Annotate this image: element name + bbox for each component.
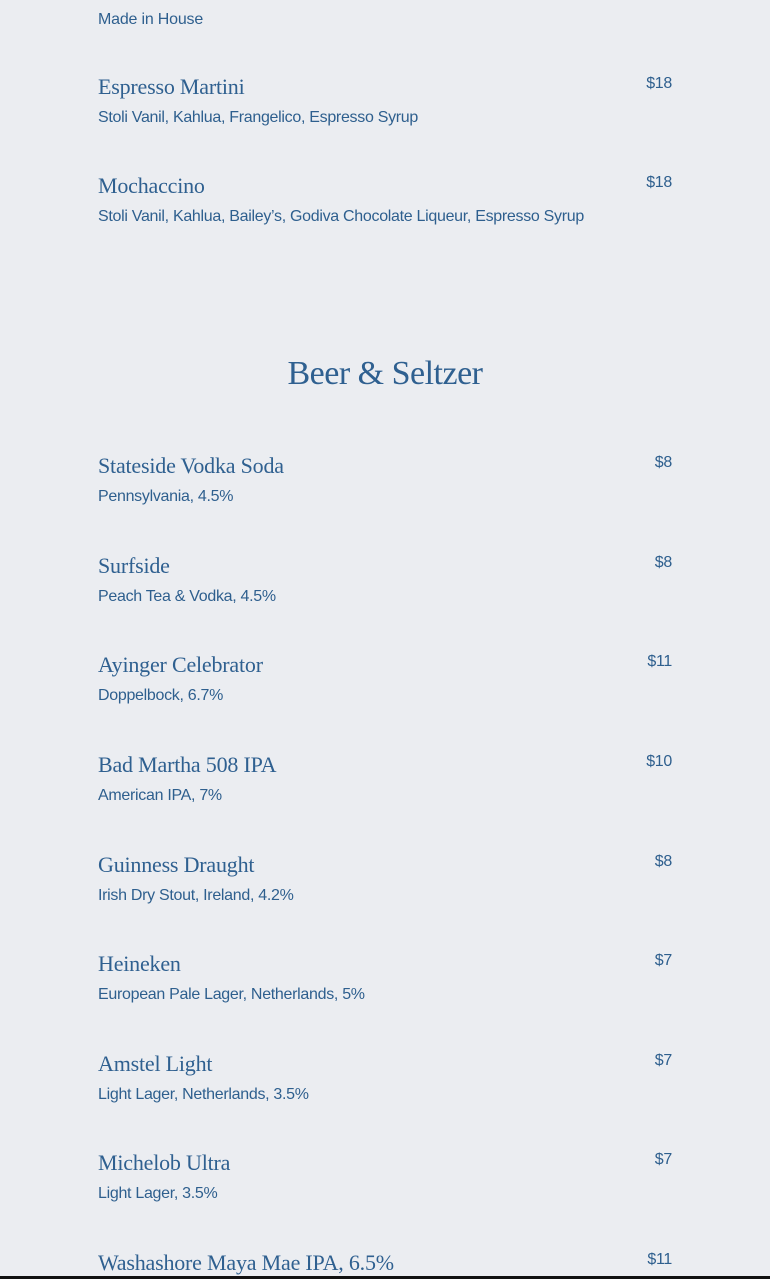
item-description: Stoli Vanil, Kahlua, Frangelico, Espresso Syrup — [98, 109, 418, 126]
item-description: Peach Tea & Vodka, 4.5% — [98, 588, 276, 605]
menu-item-mochaccino — [98, 173, 672, 233]
menu-item-michelob-ultra — [98, 1150, 672, 1210]
item-price: $7 — [654, 952, 672, 969]
item-price: $7 — [654, 1151, 672, 1168]
item-name: Guinness Draught — [98, 852, 255, 877]
menu-item-heineken — [98, 951, 672, 1011]
item-name: Amstel Light — [98, 1051, 213, 1076]
menu-item-espresso-martini — [98, 74, 672, 134]
item-price: $18 — [646, 174, 672, 191]
section-title-beer-seltzer: Beer & Seltzer — [287, 355, 483, 392]
item-name: Washashore Maya Mae IPA, 6.5% — [98, 1250, 394, 1275]
item-name: Stateside Vodka Soda — [98, 453, 284, 478]
item-name: Mochaccino — [98, 173, 205, 198]
item-name: Surfside — [98, 553, 170, 578]
menu-item-amstel-light — [98, 1051, 672, 1111]
item-description: Light Lager, Netherlands, 3.5% — [98, 1086, 309, 1103]
item-price: $8 — [654, 853, 672, 870]
menu-item-washashore-maya-mae-ipa — [98, 1250, 672, 1276]
item-price: $18 — [646, 75, 672, 92]
item-description: American IPA, 7% — [98, 787, 222, 804]
item-description: Doppelbock, 6.7% — [98, 687, 224, 704]
item-description: Irish Dry Stout, Ireland, 4.2% — [98, 887, 294, 904]
menu-item-surfside — [98, 553, 672, 613]
item-description: Light Lager, 3.5% — [98, 1185, 218, 1202]
item-description: Stoli Vanil, Kahlua, Bailey’s, Godiva Chocolate Liqueur, Espresso Syrup — [98, 208, 584, 225]
item-price: $11 — [647, 653, 672, 670]
item-description: European Pale Lager, Netherlands, 5% — [98, 986, 365, 1003]
item-name: Michelob Ultra — [98, 1150, 231, 1175]
made-in-house-note: Made in House — [98, 11, 204, 28]
menu-item-ayinger-celebrator — [98, 652, 672, 712]
item-price: $11 — [647, 1251, 672, 1268]
item-price: $10 — [646, 753, 672, 770]
item-name: Bad Martha 508 IPA — [98, 752, 277, 777]
item-name: Espresso Martini — [98, 74, 245, 99]
menu-item-stateside-vodka-soda — [98, 453, 672, 513]
item-price: $8 — [654, 454, 672, 471]
item-description: Pennsylvania, 4.5% — [98, 488, 234, 505]
item-name: Ayinger Celebrator — [98, 652, 263, 677]
item-price: $8 — [654, 554, 672, 571]
item-price: $7 — [654, 1052, 672, 1069]
menu-item-bad-martha-508-ipa — [98, 752, 672, 812]
menu-item-guinness-draught — [98, 852, 672, 912]
item-name: Heineken — [98, 951, 181, 976]
